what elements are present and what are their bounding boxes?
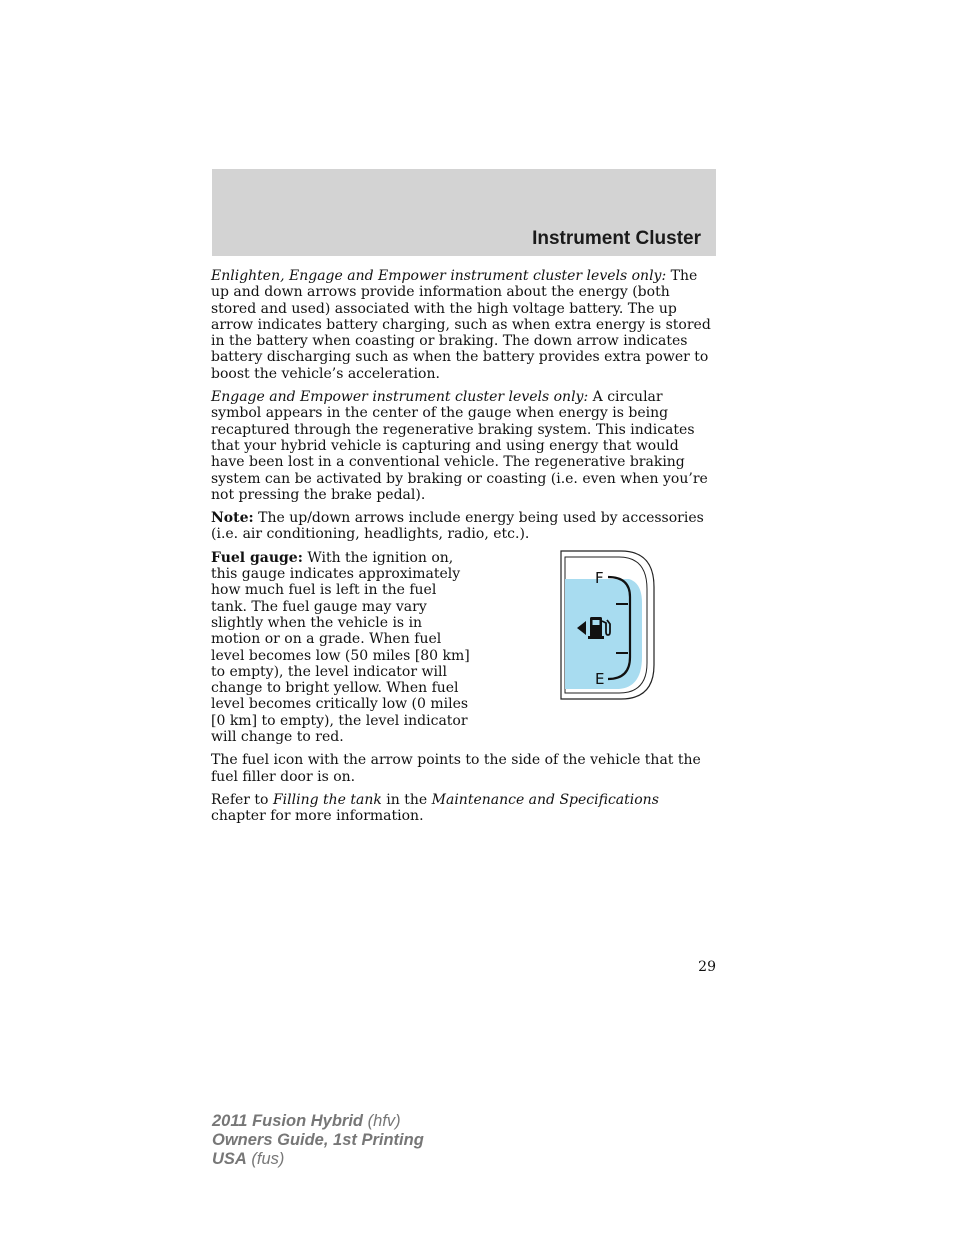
section-title: Instrument Cluster xyxy=(532,228,701,249)
footer-line-guide: Owners Guide, 1st Printing xyxy=(212,1131,424,1149)
paragraph-lead: Engage and Empower instrument cluster levels only: xyxy=(211,389,589,406)
gauge-full-label: F xyxy=(595,568,604,587)
note-label: Note: xyxy=(211,510,254,527)
gauge-empty-label: E xyxy=(595,669,605,688)
paragraph-fuel-gauge: Fuel gauge: With the ignition on, this gauge indicates approximately how much fuel is left in the fuel tank. The fuel gauge may vary slightly when the vehicle is in motion or on a grade. When fuel level becomes low (50 miles [80 km] to empty), the level indicator will change to bright yellow. When fuel level becomes critically low (0 miles [0 km] to empty), the level indicator will change to red. xyxy=(211,549,470,746)
paragraph-note: Note: The up/down arrows include energy being used by accessories (i.e. air conditioning, headlights, radio, etc.). xyxy=(211,510,704,543)
document-footer xyxy=(212,1112,424,1169)
footer-line-model: 2011 Fusion Hybrid (hfv) xyxy=(212,1112,401,1130)
fuel-gauge-label: Fuel gauge: xyxy=(211,549,303,566)
page-number: 29 xyxy=(698,959,716,975)
fuel-gauge-illustration xyxy=(546,547,676,717)
paragraph-battery-arrows: Enlighten, Engage and Empower instrument cluster levels only: The up and down arrows provide information about the energy (both stored and used) associated with the high voltage battery. The up arrow indicates battery charging, such as when extra energy is stored in the battery when coasting or braking. The down arrow indicates battery discharging such as when the battery provides extra power to boost the vehicle’s acceleration. xyxy=(211,268,711,382)
fuel-gauge-section xyxy=(211,550,716,753)
paragraph-fuel-icon: The fuel icon with the arrow points to the side of the vehicle that the fuel filler door is on. xyxy=(211,752,701,785)
fuel-gauge-figure xyxy=(471,550,716,753)
footer-line-region: USA (fus) xyxy=(212,1150,285,1168)
paragraph-lead: Enlighten, Engage and Empower instrument cluster levels only: xyxy=(211,268,667,284)
reference-filling-tank: Filling the tank xyxy=(272,791,382,808)
body-text xyxy=(211,268,716,832)
section-header-band xyxy=(212,169,716,256)
reference-chapter: Maintenance and Specifications xyxy=(431,791,659,808)
paragraph-refer: Refer to Filling the tank in the Maintenance and Specifications chapter for more information. xyxy=(211,791,659,825)
paragraph-regenerative-braking: Engage and Empower instrument cluster levels only: A circular symbol appears in the center of the gauge when energy is being recaptured through the regenerative braking system. This indicates that your hybrid vehicle is capturing and using energy that would have been lost in a conventional vehicle. The regenerative braking system can be activated by braking or coasting (i.e. even when you’re not pressing the brake pedal). xyxy=(211,389,708,503)
